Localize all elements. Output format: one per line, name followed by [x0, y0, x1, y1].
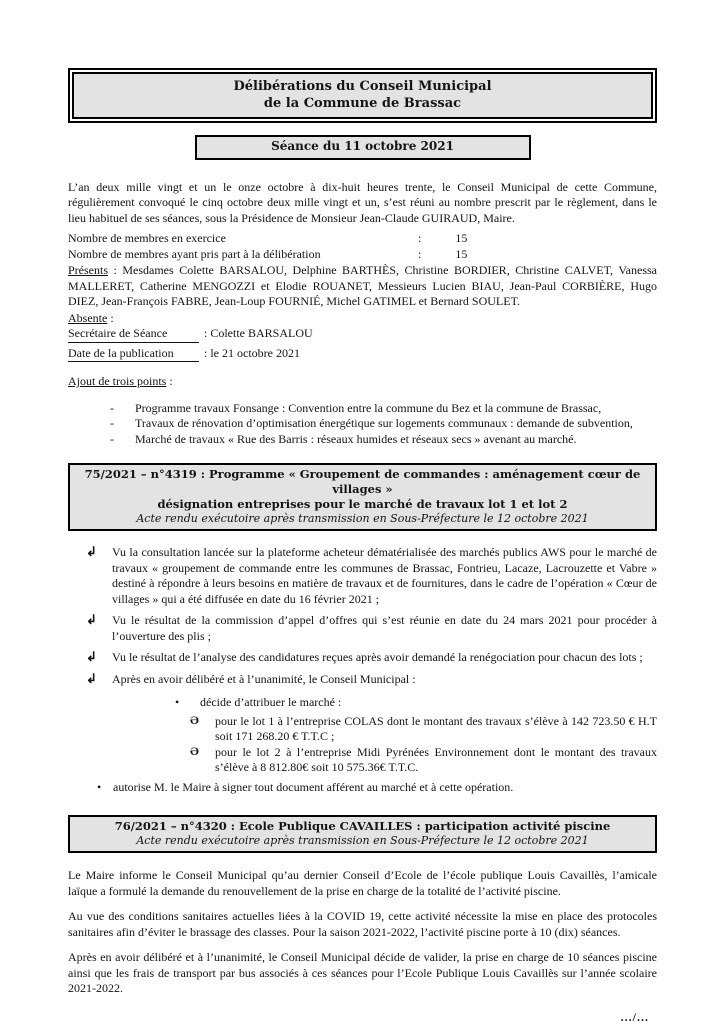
authorization-text: autorise M. le Maire à signer tout document afférent au marché et à cette opération.	[113, 779, 514, 794]
deliberation-2-title: 76/2021 – n°4320 : Ecole Publique CAVAILLES : participation activité piscine	[114, 819, 611, 833]
deliberation-1-title-line2: désignation entreprises pour le marché de travaux lot 1 et lot 2	[157, 497, 568, 511]
curved-arrow-bullet-icon: ↲	[86, 670, 97, 686]
added-point-text: Travaux de rénovation d’optimisation énergétique sur logements communaux : demande de subvention,	[135, 416, 633, 430]
list-item	[68, 672, 657, 688]
added-points-label: Ajout de trois points	[68, 374, 167, 388]
deliberation-2-paragraph: Le Maire informe le Conseil Municipal qu’au dernier Conseil d’Ecole de l’école publique Louis Cavaillès, l’amicale laïque a formulé la demande du renouvellement de la prise en charge de la totalité de l’activité piscine.	[68, 868, 657, 898]
members-in-office-label: Nombre de membres en exercice	[68, 231, 226, 245]
deliberation-2-executory-note: Acte rendu exécutoire après transmission en Sous-Préfecture le 12 octobre 2021	[136, 834, 589, 847]
consideration-text: Vu le résultat de l’analyse des candidatures reçues après avoir demandé la renégociation pour chacun des lots ;	[112, 650, 643, 664]
document-title-box	[68, 68, 657, 123]
authorization-item	[68, 780, 657, 796]
list-item	[68, 650, 657, 666]
absent-line	[68, 311, 657, 327]
secretary-label: Secrétaire de Séance	[68, 326, 199, 343]
document-title-line1: Délibérations du Conseil Municipal	[233, 79, 492, 94]
lot-1-text: pour le lot 1 à l’entreprise COLAS dont le montant des travaux s’élève à 142 723.50 € H.T soit 171 268.20 € T.T.C ;	[215, 713, 657, 743]
members-voting-label: Nombre de membres ayant pris part à la délibération	[68, 246, 321, 261]
decision-intro-item	[68, 695, 657, 711]
added-point-text: Marché de travaux « Rue des Barris : réseaux humides et réseaux secs » avenant au marché.	[135, 431, 577, 446]
deliberation-1-title-line1: 75/2021 – n°4319 : Programme « Groupement de commandes : aménagement cœur de villages »	[84, 467, 641, 496]
members-in-office-value: 15	[455, 231, 468, 245]
member-counts	[68, 231, 657, 262]
added-points-heading	[68, 374, 657, 390]
publication-date-label: Date de la publication	[68, 346, 199, 363]
document-title	[72, 72, 653, 119]
members-voting-row	[68, 247, 657, 263]
absent-label: Absente	[68, 310, 108, 325]
disc-bullet-icon: •	[175, 695, 180, 709]
preamble-paragraph: L’an deux mille vingt et un le onze octobre à dix-huit heures trente, le Conseil Municipal de cette Commune, régulièrement convoqué le cinq octobre deux mille vingt et un, s’est réuni au nombre prescrit par le règlement, dans le lieu habituel de ses séances, sous la Présidence de Monsieur Jean-Claude GUIRAUD, Maire.	[68, 179, 657, 225]
curved-arrow-bullet-icon: ↲	[86, 649, 97, 664]
lot-2-text: pour le lot 2 à l’entreprise Midi Pyrénées Environnement dont le montant des travaux s’élève à 8 812.80€ soit 10 575.36€ T.T.C.	[215, 744, 657, 774]
added-point-text: Programme travaux Fonsange : Convention entre la commune du Bez et la commune de Brassac,	[135, 400, 602, 415]
secretary-row	[68, 326, 657, 343]
deliberation-1-heading-box	[68, 463, 657, 531]
dash-bullet-icon: -	[110, 416, 114, 430]
continuation-mark: .../...	[620, 1009, 649, 1024]
list-item	[68, 416, 657, 432]
session-title-box	[195, 135, 531, 160]
deliberation-1-executory-note: Acte rendu exécutoire après transmission en Sous-Préfecture le 12 octobre 2021	[136, 512, 589, 525]
added-points-heading-suffix: :	[166, 374, 173, 388]
added-points-list	[68, 401, 657, 448]
members-in-office-row	[68, 231, 657, 247]
curved-arrow-bullet-icon: ↲	[86, 612, 97, 627]
curved-arrow-bullet-icon: ↲	[86, 544, 97, 559]
turn-arrow-bullet-icon: Ə	[190, 712, 199, 727]
consideration-text: Vu le résultat de la commission d’appel d’offres qui s’est réunie en date du 24 mars 2021 pour procéder à l’ouverture des plis ;	[112, 613, 657, 643]
list-item	[68, 401, 657, 417]
secretary-value: : Colette BARSALOU	[204, 326, 313, 340]
list-item	[68, 545, 657, 607]
attendees-paragraph	[68, 263, 657, 310]
dash-bullet-icon: -	[110, 400, 114, 415]
session-title: Séance du 11 octobre 2021	[271, 139, 454, 153]
decision-intro-text: décide d’attribuer le marché :	[200, 695, 342, 709]
deliberation-2-heading-box	[68, 815, 657, 853]
consideration-text: Vu la consultation lancée sur la plateforme acheteur dématérialisée des marchés publics AWS pour le marché de travaux « groupement de commande entre les communes de Brassac, Fontrieu, Lacaze, Lacrouzette et Vabre » destiné à répondre à leurs besoins en matière de travaux et de fournitures, dans le cadre de l’opération « Cœur de villages » qui a été diffusée en date du 16 février 2021 ;	[112, 545, 657, 606]
list-item	[68, 613, 657, 644]
list-item	[68, 714, 657, 745]
disc-bullet-icon: •	[97, 779, 102, 794]
list-item	[68, 432, 657, 448]
turn-arrow-bullet-icon: Ə	[190, 743, 199, 758]
attendees-label: Présents	[68, 263, 108, 277]
publication-date-value: : le 21 octobre 2021	[204, 345, 300, 360]
publication-date-row	[68, 346, 657, 363]
deliberation-2-paragraph: Au vue des conditions sanitaires actuelles liées à la COVID 19, cette activité nécessite la mise en place des protocoles sanitaires afin d’éviter le brassage des classes. Pour la saison 2021-2022, l’activité piscine porte à 10 (dix) séances.	[68, 909, 657, 939]
deliberation-2-paragraph: Après en avoir délibéré et à l’unanimité, le Conseil Municipal décide de valider, la prise en charge de 10 séances piscine ainsi que les frais de transport par bus associés à ces séances pour l’Ecole Publique Louis Cavaillès sur l’année scolaire 2021-2022.	[68, 950, 657, 995]
deliberation-1-considerations	[68, 545, 657, 687]
attendees-list: : Mesdames Colette BARSALOU, Delphine BARTHÈS, Christine BORDIER, Christine CALVET, Vanessa MALLERET, Catherine MENGOZZI et Elodie ROUANET, Messieurs Lucien BIAU, Jean-Paul CORBIÈRE, Hugo DIEZ, Jean-François FABRE, Jean-Loup FOURNIÉ, Michel GATIMEL et Bernard SOULET.	[68, 263, 657, 308]
consideration-text: Après en avoir délibéré et à l’unanimité, le Conseil Municipal :	[112, 671, 416, 686]
list-item	[68, 745, 657, 776]
dash-bullet-icon: -	[110, 431, 114, 446]
members-voting-colon: :	[418, 246, 422, 261]
members-in-office-colon: :	[418, 231, 422, 245]
document-title-line2: de la Commune de Brassac	[263, 96, 462, 111]
absent-value: :	[107, 310, 114, 325]
members-voting-value: 15	[455, 246, 468, 261]
